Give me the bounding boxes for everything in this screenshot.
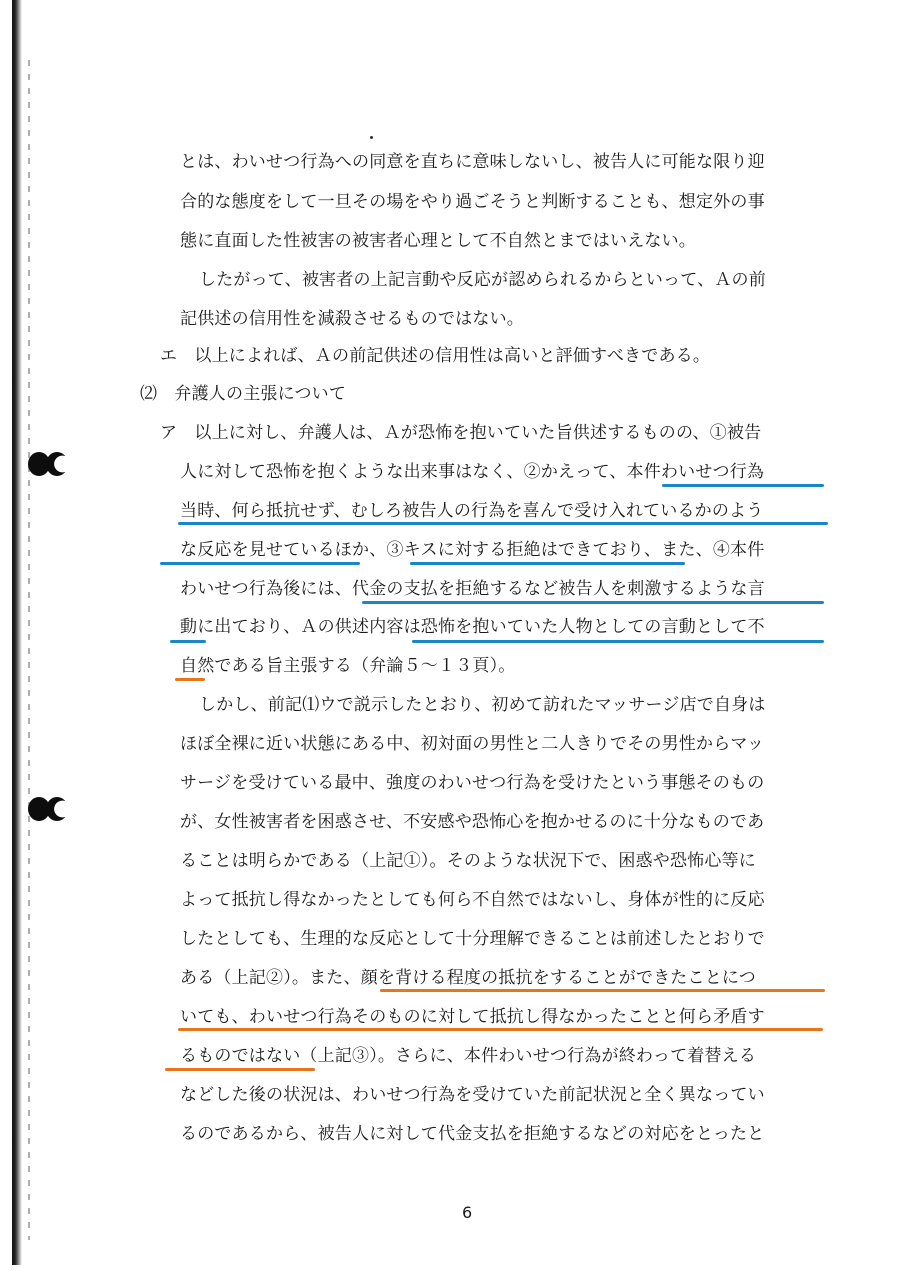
text-line-10: 当時、何ら抵抗せず、むしろ被告人の行為を喜んで受け入れているかのよう — [180, 501, 764, 521]
text-line-23: いても、わいせつ行為そのものに対して抵抗し得なかったことと何ら矛盾す — [180, 1007, 765, 1027]
text-line-9: 人に対して恐怖を抱くような出来事はなく、②かえって、本件わいせつ行為 — [180, 462, 765, 482]
text-line-20: よって抵抗し得なかったとしても何ら不自然ではないし、身体が性的に反応 — [180, 890, 765, 910]
scan-edge-shadow — [28, 60, 30, 1240]
text-line-11: な反応を見せているほか、③キスに対する拒絶はできており、また、④本件 — [180, 540, 765, 560]
scan-edge — [12, 0, 22, 1265]
text-line-17: サージを受けている最中、強度のわいせつ行為を受けたという事態そのもの — [180, 773, 765, 793]
text-line-2: 合的な態度をして一旦その場をやり過ごそうと判断することも、想定外の事 — [180, 192, 765, 212]
blue-underline-6 — [170, 640, 206, 643]
text-line-3: 態に直面した性被害の被害者心理として不自然とまではいえない。 — [180, 231, 696, 251]
text-line-13: 動に出ており、Ａの供述内容は恐怖を抱いていた人物としての言動として不 — [180, 617, 765, 637]
blue-underline-7 — [412, 640, 824, 643]
text-line-26: るのであるから、被告人に対して代金支払を拒絶するなどの対応をとったと — [180, 1124, 765, 1144]
text-line-25: などした後の状況は、わいせつ行為を受けていた前記状況と全く異なってい — [180, 1085, 765, 1105]
text-line-21: したとしても、生理的な反応として十分理解できることは前述したとおりで — [180, 929, 765, 949]
text-line-18: が、女性被害者を困惑させ、不安感や恐怖心を抱かせるのに十分なものであ — [180, 812, 765, 832]
scan-speck — [370, 136, 373, 139]
blue-underline-1 — [662, 484, 824, 487]
blue-underline-5 — [362, 601, 824, 604]
text-line-19: ることは明らかである（上記①）。そのような状況下で、困惑や恐怖心等に — [180, 851, 756, 871]
text-line-16: ほぼ全裸に近い状態にある中、初対面の男性と二人きりでその男性からマッ — [180, 734, 765, 754]
blue-underline-3 — [160, 562, 360, 565]
text-line-15: しかし、前記⑴ウで説示したとおり、初めて訪れたマッサージ店で自身は — [199, 695, 766, 715]
orange-underline-3 — [178, 1028, 823, 1031]
text-line-24: るものではない（上記③）。さらに、本件わいせつ行為が終わって着替える — [180, 1046, 757, 1066]
text-line-4: したがって、被害者の上記言動や反応が認められるからといって、Ａの前 — [199, 270, 766, 290]
section-heading: ⑵ 弁護人の主張について — [140, 384, 347, 404]
text-line-5: 記供述の信用性を減殺させるものではない。 — [180, 309, 524, 329]
orange-underline-2 — [380, 989, 825, 992]
text-line-8: ア 以上に対し、弁護人は、Ａが恐怖を抱いていた旨供述するものの、①被告 — [160, 423, 762, 443]
page-number: 6 — [462, 1203, 473, 1222]
text-line-22: ある（上記②）。また、顔を背ける程度の抵抗をすることができたことにつ — [180, 968, 756, 988]
text-line-12: わいせつ行為後には、代金の支払を拒絶するなど被告人を刺激するような言 — [180, 579, 765, 599]
text-line-14: 自然である旨主張する（弁論５～１３頁）。 — [180, 656, 516, 676]
blue-underline-4 — [410, 562, 685, 565]
blue-underline-2 — [178, 522, 828, 525]
orange-underline-4 — [165, 1068, 315, 1071]
text-line-1: とは、わいせつ行為への同意を直ちに意味しないし、被告人に可能な限り迎 — [180, 152, 765, 172]
orange-underline-1 — [175, 678, 205, 681]
punch-hole-top — [24, 450, 68, 480]
punch-hole-bottom — [24, 795, 68, 825]
text-line-6: エ 以上によれば、Ａの前記供述の信用性は高いと評価すべきである。 — [160, 346, 711, 366]
